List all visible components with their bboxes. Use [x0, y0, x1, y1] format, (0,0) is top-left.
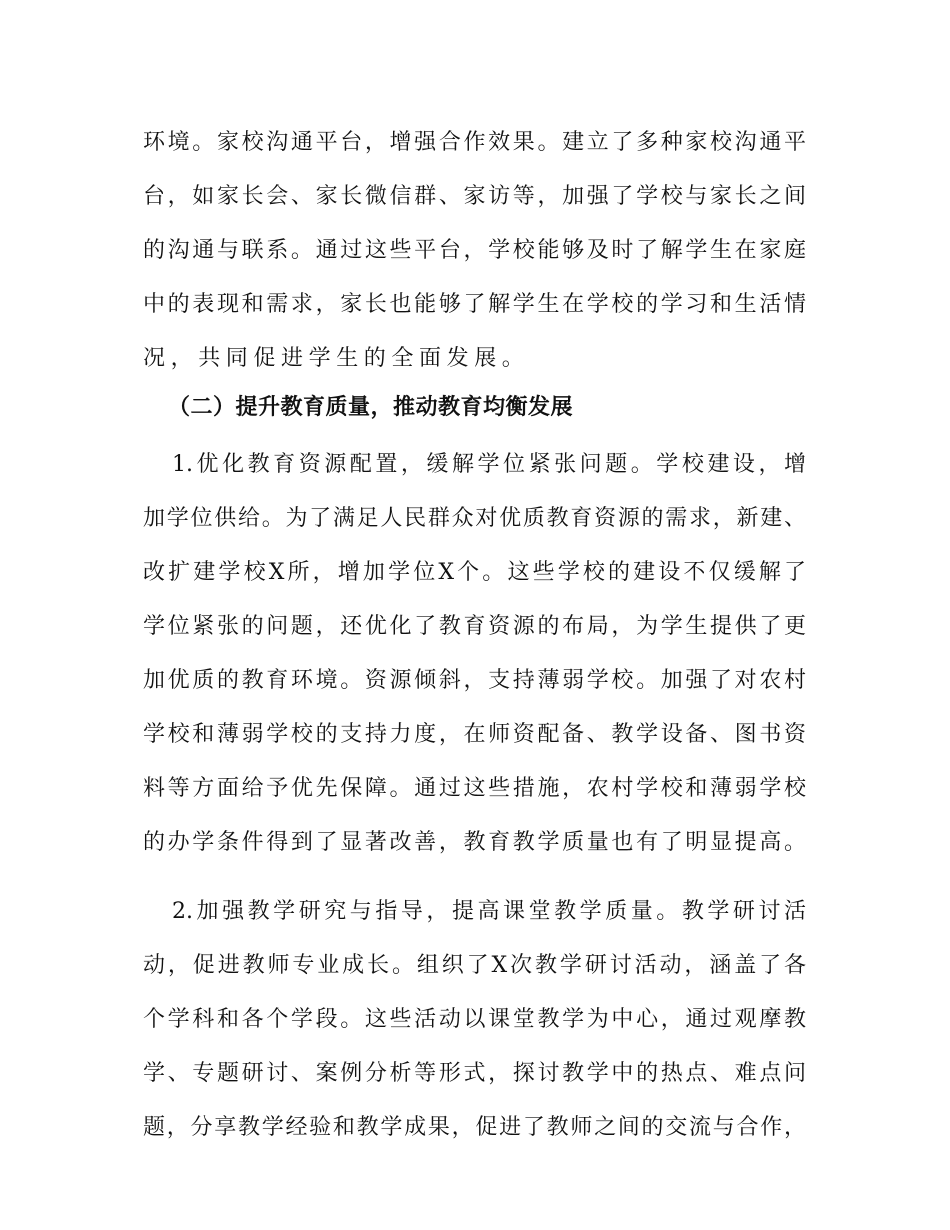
text-line: 学、专题研讨、案例分析等形式，探讨教学中的热点、难点问 — [143, 1061, 806, 1086]
text-line: 环境。家校沟通平台，增强合作效果。建立了多种家校沟通平 — [143, 130, 806, 155]
intro-paragraph — [143, 116, 806, 386]
text-line: 台，如家长会、家长微信群、家访等，加强了学校与家长之间 — [143, 184, 806, 209]
text-line: 中的表现和需求，家长也能够了解学生在学校的学习和生活情 — [143, 292, 806, 317]
text-line: 学位紧张的问题，还优化了教育资源的布局，为学生提供了更 — [143, 614, 806, 639]
text-line: 况，共同促进学生的全面发展。 — [143, 346, 530, 371]
text-line: 1.优化教育资源配置，缓解学位紧张问题。学校建设，增 — [172, 452, 806, 477]
document-page — [143, 116, 806, 1155]
text-line: 加优质的教育环境。资源倾斜，支持薄弱学校。加强了对农村 — [143, 668, 806, 693]
text-line: 动，促进教师专业成长。组织了X次教学研讨活动，涵盖了各 — [143, 953, 806, 978]
text-line: 2.加强教学研究与指导，提高课堂教学质量。教学研讨活 — [172, 899, 806, 924]
text-line: 料等方面给予优先保障。通过这些措施，农村学校和薄弱学校 — [143, 776, 806, 801]
text-line: 改扩建学校X所，增加学位X个。这些学校的建设不仅缓解了 — [143, 560, 806, 585]
text-line: 加学位供给。为了满足人民群众对优质教育资源的需求，新建、 — [143, 506, 806, 531]
text-line: 的沟通与联系。通过这些平台，学校能够及时了解学生在家庭 — [143, 238, 806, 263]
paragraph-2 — [143, 885, 806, 1155]
section-heading: （二）提升教育质量，推动教育均衡发展 — [168, 395, 574, 420]
text-line: 学校和薄弱学校的支持力度，在师资配备、教学设备、图书资 — [143, 722, 806, 747]
paragraph-1 — [143, 438, 806, 870]
text-line: 题，分享教学经验和教学成果，促进了教师之间的交流与合作， — [143, 1115, 806, 1140]
text-line: 的办学条件得到了显著改善，教育教学质量也有了明显提高。 — [143, 830, 806, 855]
text-line: 个学科和各个学段。这些活动以课堂教学为中心，通过观摩教 — [143, 1007, 806, 1032]
